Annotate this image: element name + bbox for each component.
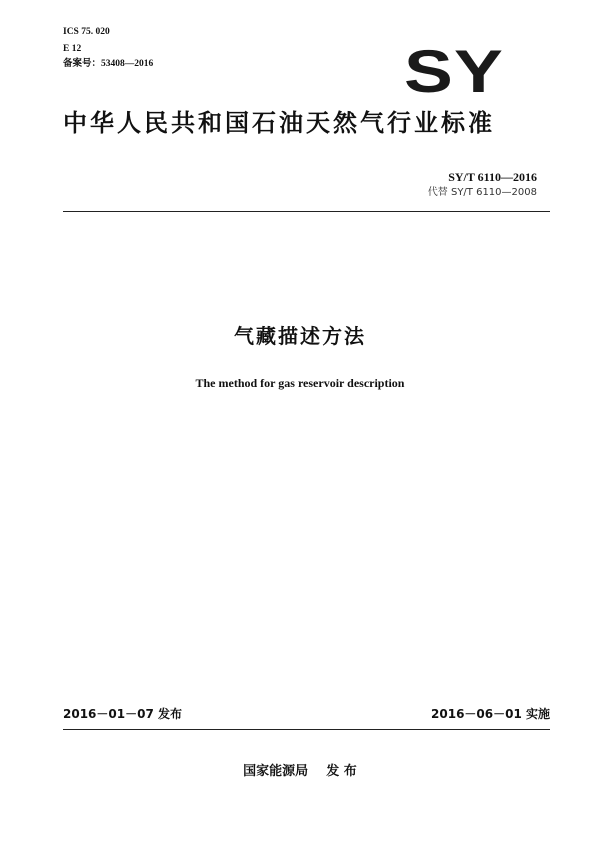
record-number: 备案号：53408—2016 [63,59,154,69]
publisher: 国家能源局 发 布 [243,764,357,779]
issue-date: 2016－01－07 发布 [63,707,182,721]
document-title-chinese: 气藏描述方法 [234,324,366,348]
industry-standard-title: 中华人民共和国石油天然气行业标准 [63,109,495,137]
sy-logo: SY [404,38,505,105]
replaces-standard: 代替 SY/T 6110—2008 [427,187,537,198]
document-title-english: The method for gas reservoir description [195,376,405,390]
implementation-date: 2016－06－01 实施 [431,707,550,721]
top-divider [63,211,550,212]
ics-code: ICS 75. 020 [63,27,110,37]
bottom-divider [63,729,550,730]
standard-number: SY/T 6110—2016 [448,170,537,184]
ccs-code: E 12 [63,44,82,54]
